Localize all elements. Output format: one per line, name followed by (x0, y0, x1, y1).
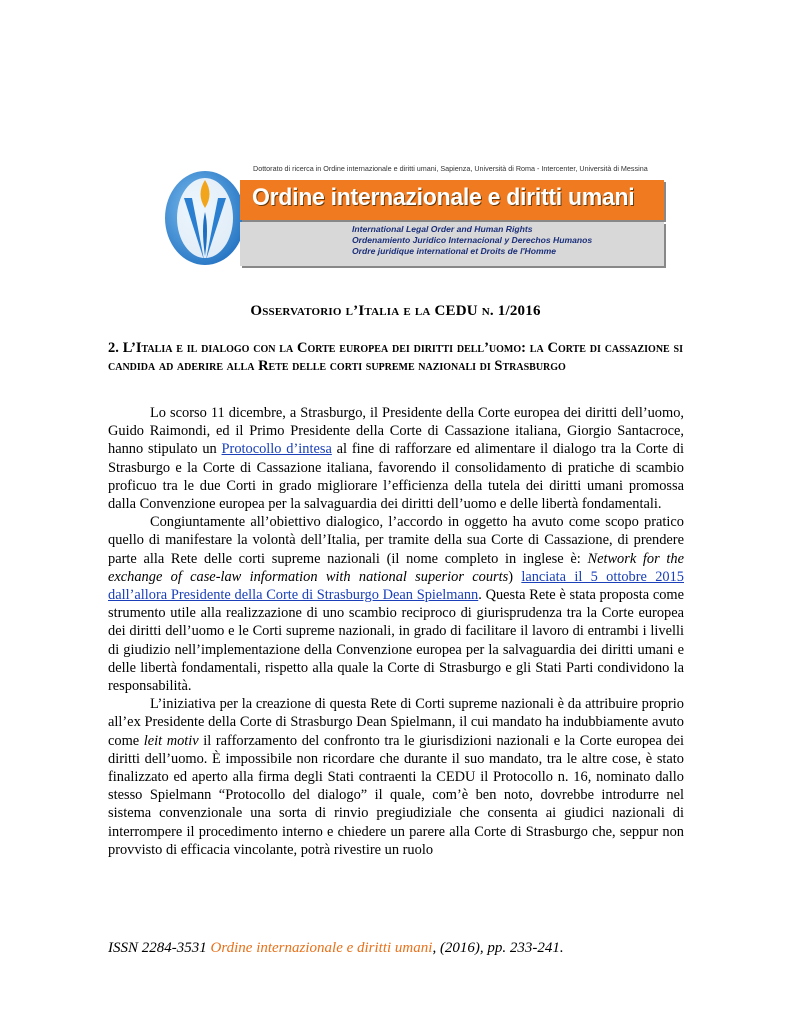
banner-subtitle-en: International Legal Order and Human Rights (352, 224, 533, 234)
article-body (108, 404, 684, 859)
journal-banner (150, 158, 666, 268)
banner-title-bar (240, 180, 664, 220)
banner-subtitle-fr: Ordre juridique international et Droits de l'Homme (352, 246, 557, 256)
footer-citation (108, 940, 708, 957)
paragraph-3: L’iniziativa per la creazione di questa Rete di Corti supreme nazionali è da attribuire proprio all’ex Presidente della Corte di Strasburgo Dean Spielmann, il cui mandato ha indubbiamente avuto come leit motiv il rafforzamento del confronto tra le giurisdizioni nazionali e la Corte europea dei diritti dell’uomo. È impossibile non ricordare che durante il suo mandato, tra le altre cose, è stato finalizzato ed aperto alla firma degli Stati contraenti la CEDU il Protocollo n. 16, nominato dallo stesso Spielmann “Protocollo del dialogo” il quale, com’è ben noto, dovrebbe introdurre nel sistema convenzionale una sorta di rinvio pregiudiziale che consenta ai giudici nazionali di interrompere il procedimento interno e chiedere un parere alla Corte di Strasburgo che, seppur non provvisto di efficacia vincolante, potrà rivestire un ruolo (108, 696, 684, 858)
paragraph-1: Lo scorso 11 dicembre, a Strasburgo, il Presidente della Corte europea dei diritti dell’uomo, Guido Raimondi, ed il Primo Presidente della Corte di Cassazione italiana, Giorgio Santacroce, hanno stipulato un Protocollo d’intesa al fine di rafforzare ed alimentare il dialogo tra la Corte di Strasburgo e la Corte di Cassazione italiana, favorendo il consolidamento di pratiche di scambio proficuo tra le due Corti in grado migliorare l’efficienza della tutela dei diritti umani promossa dalla Convenzione europea per la salvaguardia dei diritti dell’uomo e delle libertà fondamentali. (108, 405, 684, 513)
protocollo-intesa-link[interactable]: Protocollo d’intesa (221, 441, 332, 458)
paragraph-2: Congiuntamente all’obiettivo dialogico, l’accordo in oggetto ha avuto come scopo pratico quello di manifestare la volontà dell’Italia, per tramite della sua Corte di Cassazione, di prendere parte alla Rete delle corti supreme nazionali (il nome completo in inglese è: Network for the exchange of case-law information with national superior courts) lanciata il 5 ottobre 2015 dall’allora Presidente della Corte di Strasburgo Dean Spielmann. Questa Rete è stata proposta come strumento utile alla realizzazione di uno scambio reciproco di giurisprudenza tra la Corte europea dei diritti dell’uomo e le Corti supreme nazionali, in grado di facilitare il lavoro di entrambi i livelli di giudizio nell’implementazione della Convenzione europea per la salvaguardia dei diritti umani e delle libertà fondamentali, rispetto alla quale la Corte di Strasburgo e gli Stati Parti condividono la responsabilità. (108, 514, 685, 695)
banner-title: Ordine internazionale e diritti umani (252, 184, 635, 211)
footer-issn: ISSN 2284-3531 (108, 940, 211, 956)
banner-subtitle-es: Ordenamiento Juridico Internacional y Derechos Humanos (352, 235, 593, 245)
rete-lancio-link[interactable]: lanciata il 5 ottobre 2015 dall’allora Presidente della Corte di Strasburgo Dean Spielmann (108, 568, 684, 604)
section-title: 2. L’Italia e il dialogo con la Corte europea dei diritti dell’uomo: la Corte di cassazione si candida ad aderire alla Rete delle corti supreme nazionali di Strasburgo (108, 340, 683, 374)
banner-top-line: Dottorato di ricerca in Ordine internazionale e diritti umani, Sapienza, Università di Roma - Intercenter, Università di Messina (253, 164, 648, 173)
banner-subtitle-box (240, 222, 664, 266)
footer-pages: , (2016), pp. 233-241. (432, 940, 564, 956)
footer-journal: Ordine internazionale e diritti umani (210, 940, 433, 956)
observatory-title: Osservatorio l’Italia e la CEDU n. 1/2016 (250, 303, 541, 319)
journal-logo (162, 168, 248, 268)
